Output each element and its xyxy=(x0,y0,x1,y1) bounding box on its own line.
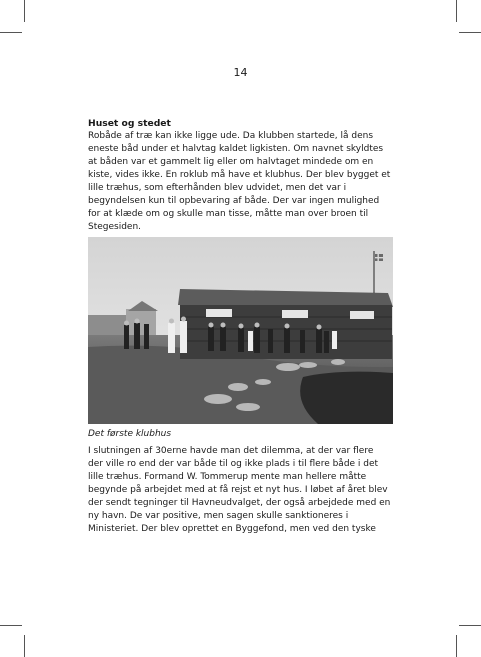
photo-first-clubhouse xyxy=(88,237,393,424)
page-number: 14 xyxy=(233,66,248,79)
photo-caption: Det første klubhus xyxy=(88,429,172,439)
section-heading: Huset og stedet xyxy=(88,118,171,129)
text-line: begyndelsen kun til opbevaring af både. Der var ingen mulighed xyxy=(88,196,380,206)
text-line: der sendt tegninger til Havneudvalget, der også arbejdede med en xyxy=(88,498,391,508)
text-line: for at klæde om og skulle man tisse, måtte man over broen til xyxy=(88,209,369,219)
crop-mark xyxy=(24,0,25,22)
text-line: kiste, vides ikke. En roklub må have et klubhus. Der blev bygget et xyxy=(88,170,391,180)
crop-mark xyxy=(0,32,22,33)
crop-mark xyxy=(0,625,22,626)
paragraph-intro xyxy=(88,130,398,234)
paragraph-new-house xyxy=(88,445,398,536)
text-line: ny havn. De var positive, men sagen skulle sanktioneres i xyxy=(88,511,349,521)
text-line: Ministeriet. Der blev oprettet en Byggefond, men ved den tyske xyxy=(88,524,376,534)
text-line: Robåde af træ kan ikke ligge ude. Da klubben startede, lå dens xyxy=(88,131,374,141)
text-line: I slutningen af 30erne havde man det dilemma, at der var flere xyxy=(88,446,374,456)
crop-mark xyxy=(456,635,457,657)
crop-mark xyxy=(456,0,457,22)
text-line: at båden var et gammelt lig eller om halvtaget mindede om en xyxy=(88,157,374,167)
text-line: lille træhus, som efterhånden blev udvidet, men det var i xyxy=(88,183,347,193)
text-line: eneste båd under et halvtag kaldet ligkisten. Om navnet skyldtes xyxy=(88,144,384,154)
crop-mark xyxy=(459,32,481,33)
text-line: begynde på arbejdet med at få rejst et nyt hus. I løbet af året blev xyxy=(88,485,388,495)
crop-mark xyxy=(24,635,25,657)
text-line: der ville ro end der var både til og ikke plads i til flere både i det xyxy=(88,459,379,469)
text-line: Stegesiden. xyxy=(88,222,142,232)
text-line: lille træhus. Formand W. Tommerup mente man hellere måtte xyxy=(88,472,367,482)
crop-mark xyxy=(459,625,481,626)
